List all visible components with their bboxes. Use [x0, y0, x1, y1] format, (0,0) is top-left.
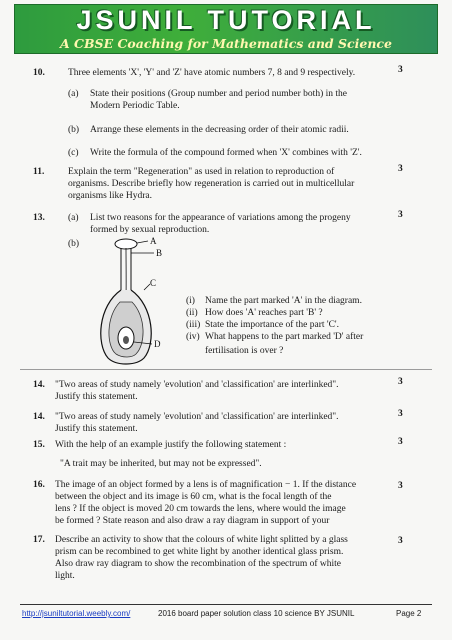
q14a-line2: Justify this statement. [55, 392, 138, 402]
q17-line2: prism can be recombined to get white light by another identical glass prism. [55, 547, 344, 557]
q10-b-label: (b) [68, 125, 80, 135]
q10-marks: 3 [398, 65, 403, 75]
q15-marks: 3 [398, 437, 403, 447]
q10-c-label: (c) [68, 148, 79, 158]
label-C: C [150, 278, 157, 288]
banner-subtitle: A CBSE Coaching for Mathematics and Science [59, 36, 392, 51]
q11-line3: organisms like Hydra. [68, 191, 152, 201]
footer-text: 2016 board paper solution class 10 science BY JSUNIL [158, 609, 355, 618]
q14b-line1: "Two areas of study namely 'evolution' and 'classification' are interlinked". [55, 412, 339, 422]
q10-a-label: (a) [68, 89, 79, 99]
q13-iii-label: (iii) [186, 320, 201, 330]
q11-marks: 3 [398, 164, 403, 174]
q10-b-line1: Arrange these elements in the decreasing order of their atomic radii. [90, 125, 349, 135]
footer-link[interactable]: http://jsuniltutorial.weebly.com/ [22, 609, 131, 618]
q10-a-line1: State their positions (Group number and period number both) in the [90, 89, 347, 99]
q11-line2: organisms. Describe briefly how regeneration is carried out in multicellular [68, 179, 355, 189]
q13-iv-label: (iv) [186, 332, 200, 342]
q17-line3: Also draw ray diagram to show the recombination of the spectrum of white [55, 559, 341, 569]
q14b-marks: 3 [398, 409, 403, 419]
flower-carpel-diagram [90, 234, 200, 370]
q13-a-line1: List two reasons for the appearance of variations among the progeny [90, 213, 351, 223]
q16-line1: The image of an object formed by a lens is of magnification − 1. If the distance [55, 480, 357, 490]
q16-marks: 3 [398, 481, 403, 491]
label-B: B [156, 248, 163, 258]
q14b-line2: Justify this statement. [55, 424, 138, 434]
q14a-marks: 3 [398, 377, 403, 387]
label-D: D [154, 339, 161, 349]
q13-a-label: (a) [68, 213, 79, 223]
divider [20, 369, 432, 370]
q13-i-text: Name the part marked 'A' in the diagram. [205, 296, 362, 306]
q16-number: 16. [33, 480, 45, 490]
q14b-number: 14. [33, 412, 45, 422]
q10-text: Three elements 'X', 'Y' and 'Z' have atomic numbers 7, 8 and 9 respectively. [68, 68, 356, 78]
q10-c-line1: Write the formula of the compound formed when 'X' combines with 'Z'. [90, 148, 362, 158]
q13-marks: 3 [398, 210, 403, 220]
q15-line1: With the help of an example justify the following statement : [55, 440, 287, 450]
q13-b-label: (b) [68, 239, 80, 249]
q13-ii-label: (ii) [186, 308, 198, 318]
q16-line3: lens ? If the object is moved 20 cm towards the lens, where would the image [55, 504, 346, 514]
q11-number: 11. [33, 167, 45, 177]
q13-iii-text: State the importance of the part 'C'. [205, 320, 340, 330]
q14a-number: 14. [33, 380, 45, 390]
banner-title: JSUNIL TUTORIAL [76, 5, 376, 35]
q16-line4: be formed ? State reason and also draw a ray diagram in support of your [55, 516, 330, 526]
q10-a-line2: Modern Periodic Table. [90, 101, 180, 111]
label-A: A [150, 236, 157, 246]
q13-a-line2: formed by sexual reproduction. [90, 225, 210, 235]
q17-line4: light. [55, 571, 75, 581]
q13-iv-text: What happens to the part marked 'D' after [205, 332, 364, 342]
q13-ii-text: How does 'A' reaches part 'B' ? [205, 308, 323, 318]
q14a-line1: "Two areas of study namely 'evolution' and 'classification' are interlinked". [55, 380, 339, 390]
footer-page: Page 2 [396, 609, 422, 618]
q17-number: 17. [33, 535, 45, 545]
q13-i-label: (i) [186, 296, 195, 306]
q17-marks: 3 [398, 536, 403, 546]
q11-line1: Explain the term "Regeneration" as used in relation to reproduction of [68, 167, 335, 177]
q17-line1: Describe an activity to show that the colours of white light splitted by a glass [55, 535, 348, 545]
q15-number: 15. [33, 440, 45, 450]
q13-iv-text2: fertilisation is over ? [205, 346, 284, 356]
q10-number: 10. [33, 68, 45, 78]
q15-line2: "A trait may be inherited, but may not be expressed". [60, 459, 262, 469]
footer-divider [20, 604, 432, 605]
q13-number: 13. [33, 213, 45, 223]
q16-line2: between the object and its image is 60 cm, what is the focal length of the [55, 492, 332, 502]
header-banner [14, 4, 438, 54]
